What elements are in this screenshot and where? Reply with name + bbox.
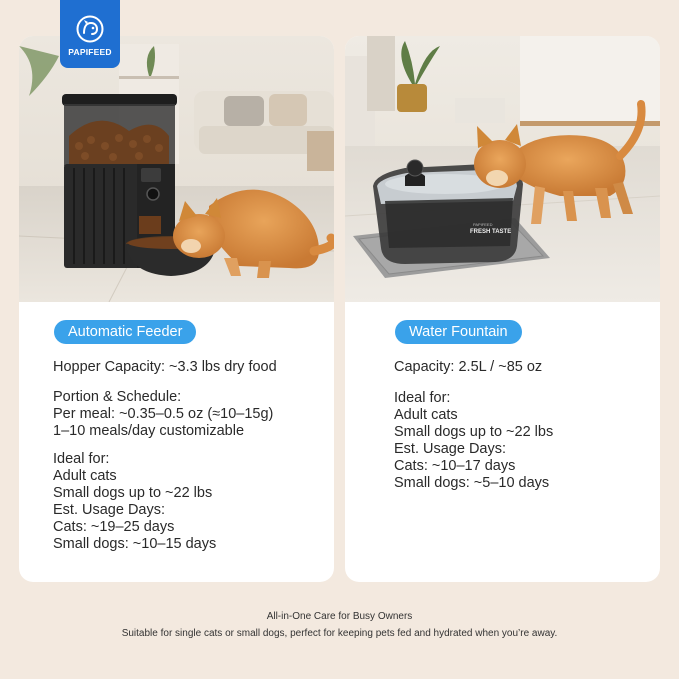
spec-line: 1–10 meals/day customizable <box>53 423 245 439</box>
fountain-photo <box>345 36 660 302</box>
spec-line: Small dogs up to ~22 lbs <box>53 485 213 501</box>
spec-line: Cats: ~10–17 days <box>394 458 516 474</box>
fountain-card <box>345 36 660 582</box>
spec-line: Ideal for: <box>394 390 451 406</box>
fountain-ideal-block <box>394 390 553 492</box>
fountain-product-brand: PAPIFEED <box>473 222 493 227</box>
spec-line: Per meal: ~0.35–0.5 oz (≈10–15g) <box>53 406 274 422</box>
feeder-ideal-block <box>53 451 216 553</box>
spec-line: Portion & Schedule: <box>53 389 182 405</box>
feeder-portion-block <box>53 389 273 440</box>
spec-line: Est. Usage Days: <box>394 441 507 457</box>
brand-name: PAPIFEED <box>68 46 112 57</box>
spec-line: Ideal for: <box>53 451 110 467</box>
fountain-product-label: FRESH TASTE <box>470 229 512 235</box>
pet-head-icon <box>75 14 105 44</box>
feeder-photo <box>19 36 334 302</box>
feeder-title-badge: Automatic Feeder <box>54 320 196 344</box>
fountain-capacity: Capacity: 2.5L / ~85 oz <box>394 359 543 375</box>
spec-line: Small dogs: ~5–10 days <box>394 475 550 491</box>
fountain-title-badge: Water Fountain <box>395 320 522 344</box>
footer-subtext: Suitable for single cats or small dogs, perfect for keeping pets fed and hydrated when you’re away. <box>121 628 558 639</box>
spec-line: Small dogs up to ~22 lbs <box>394 424 554 440</box>
spec-line: Adult cats <box>53 468 117 484</box>
spec-line: Small dogs: ~10–15 days <box>53 536 217 552</box>
spec-line: Adult cats <box>394 407 458 423</box>
feeder-capacity: Hopper Capacity: ~3.3 lbs dry food <box>53 359 277 375</box>
brand-logo <box>60 0 120 68</box>
spec-line: Est. Usage Days: <box>53 502 166 518</box>
footer-headline: All-in-One Care for Busy Owners <box>266 611 413 622</box>
spec-line: Cats: ~19–25 days <box>53 519 175 535</box>
feeder-card <box>19 36 334 582</box>
